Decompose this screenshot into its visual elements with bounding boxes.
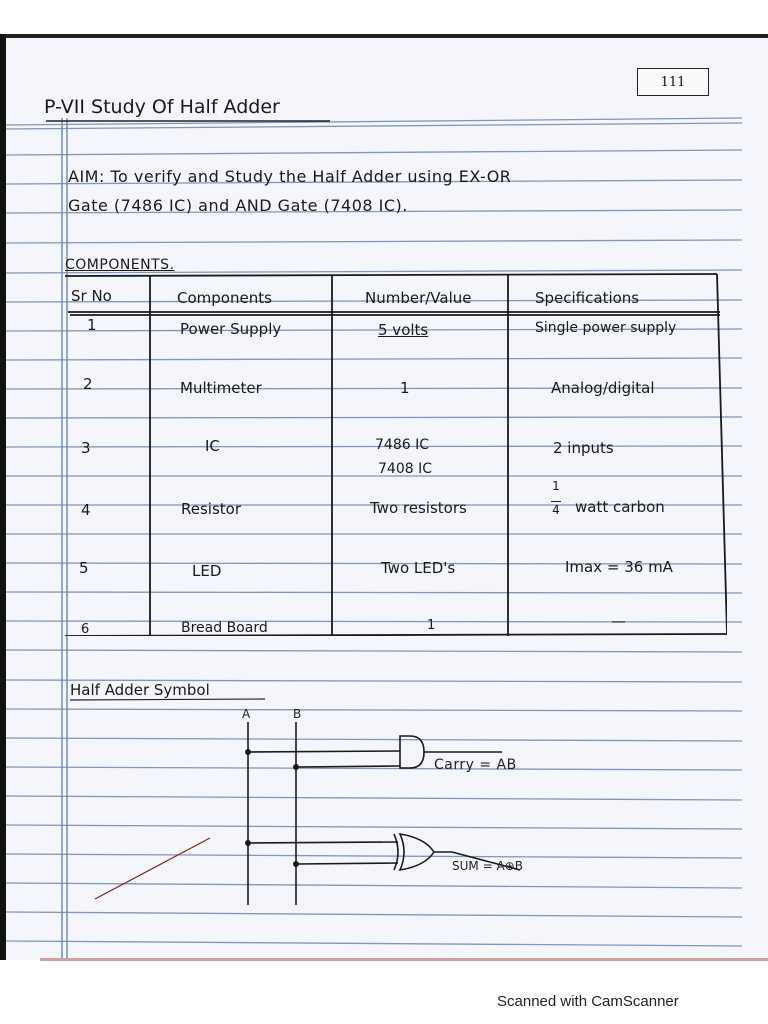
row-6-component: Bread Board — [181, 620, 268, 636]
and-gate-input-b-wire — [296, 766, 400, 767]
xor-gate-extra-arc — [394, 834, 398, 870]
half-adder-symbol-heading: Half Adder Symbol — [70, 681, 210, 699]
header-sr-no: Sr No — [71, 287, 112, 305]
fraction-denominator: 4 — [552, 503, 560, 517]
row-5-sr: 5 — [79, 559, 89, 577]
aim-line-2: Gate (7486 IC) and AND Gate (7408 IC). — [68, 196, 408, 215]
fraction-numerator: 1 — [552, 479, 560, 493]
row-6-sr: 6 — [81, 622, 90, 637]
header-number-value: Number/Value — [365, 289, 472, 307]
row-1-spec: Single power supply — [535, 320, 677, 336]
page-number: 111 — [660, 74, 686, 90]
row-5-value: Two LED's — [381, 559, 456, 577]
scanner-watermark: Scanned with CamScanner — [497, 993, 679, 1010]
input-b-label: B — [293, 707, 302, 721]
row-5-component: LED — [192, 562, 222, 580]
and-gate-symbol — [400, 736, 424, 768]
row-2-sr: 2 — [83, 375, 93, 393]
row-2-component: Multimeter — [180, 379, 262, 397]
xor-gate-symbol — [400, 834, 434, 870]
row-4-sr: 4 — [81, 501, 91, 519]
row-5-spec: Imax = 36 mA — [565, 558, 673, 576]
row-3-sr: 3 — [81, 439, 91, 457]
and-gate-input-a-wire — [248, 751, 400, 752]
xor-gate-input-a-wire — [248, 842, 398, 843]
row-4-value: Two resistors — [370, 499, 467, 517]
carry-output-label: Carry = AB — [434, 757, 517, 773]
row-6-spec: — — [611, 612, 626, 630]
row-3-value-2: 7408 IC — [378, 461, 432, 477]
row-4-spec: watt carbon — [575, 498, 665, 516]
components-heading: COMPONENTS. — [65, 257, 175, 273]
row-3-value: 7486 IC — [375, 437, 429, 453]
row-2-value: 1 — [400, 379, 410, 397]
row-1-sr: 1 — [87, 316, 97, 334]
aim-line-1: AIM: To verify and Study the Half Adder using EX-OR — [68, 167, 512, 186]
row-1-value: 5 volts — [378, 321, 429, 339]
row-1-component: Power Supply — [180, 320, 282, 338]
row-6-value: 1 — [427, 618, 436, 633]
row-2-spec: Analog/digital — [551, 379, 655, 397]
input-a-label: A — [242, 707, 251, 721]
page-title: P-VII Study Of Half Adder — [44, 96, 280, 118]
row-4-component: Resistor — [181, 500, 241, 518]
stray-pen-mark — [95, 838, 210, 899]
row-3-spec: 2 inputs — [553, 439, 614, 457]
row-3-component: IC — [205, 437, 220, 455]
xor-gate-input-b-wire — [296, 863, 398, 864]
header-specifications: Specifications — [535, 289, 640, 307]
header-components: Components — [177, 289, 272, 307]
sum-output-label: SUM = A⊕B — [452, 859, 523, 873]
